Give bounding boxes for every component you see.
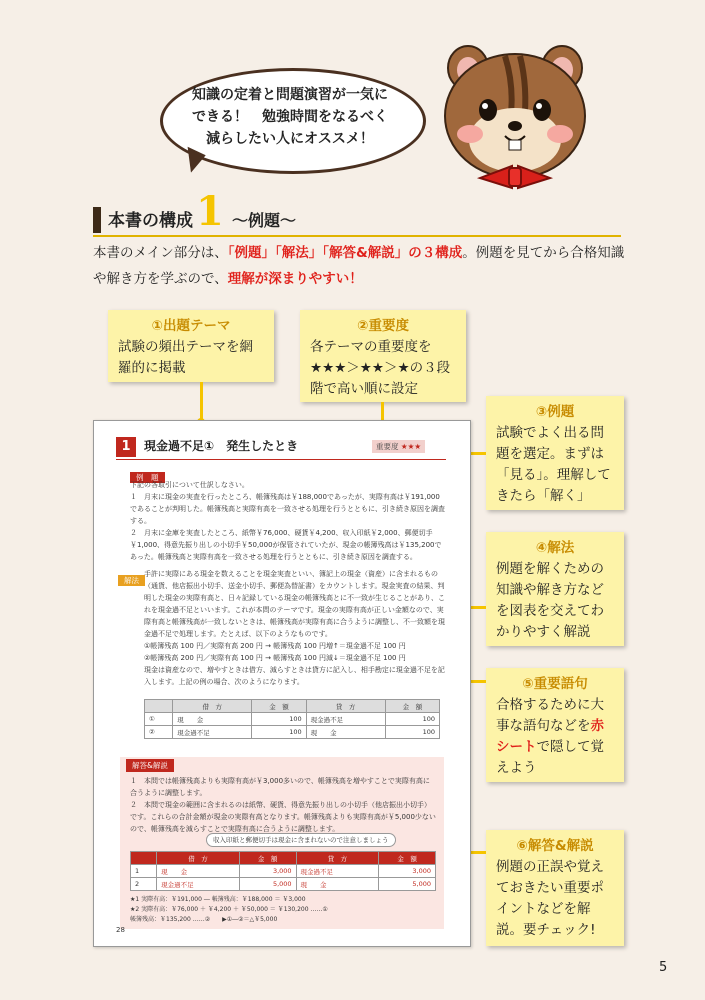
solution-text: 手許に実際にある現金を数えることを現金実査といい、簿記上の現金（資産）に含まれるもの（通貨、他店振出小切手、送金小切手、郵便為替証書）をカウントします。現金実査の結果、判明した現金の実際有高と、日々記録している現金の帳簿残高とに不一致が生じることがあり、これを現金過不足といいます。これが本問のテーマです。現金の実際有高が正しい金額なので、実際有高と帳簿残高が一致しないときは、帳簿残高が実際有高に合うように調整し、不一致額を現金過不足で処理します。たとえば、以下のようなものです。 [144,570,445,638]
table-cell: 現金過不足 [157,878,240,891]
table-row [131,865,436,878]
solution-body [144,568,446,688]
table-header: 金 額 [379,852,436,865]
section-heading-bar [93,207,101,233]
bubble-line: 減らしたい人にオススメ！ [206,131,374,147]
callout-importance [300,310,466,402]
table-header: 金 額 [252,700,306,713]
solution-example-2: ②帳簿残高 200 円／実際有高 100 円 → 帳簿残高 100 円減↓＝現金過不足 100 円 [144,654,406,662]
section-title: 本書の構成 [108,211,193,231]
table-header [131,852,157,865]
callout-title: ②重要度 [357,318,409,334]
table-header [145,700,173,713]
table-cell: 現金過不足 [306,713,385,726]
table-row [145,713,440,726]
table-cell: ① [145,713,173,726]
page-number: 5 [659,960,668,975]
table-cell: 2 [131,878,157,891]
callout-theme [108,310,274,382]
table-header: 貸 方 [306,700,385,713]
callout-body: 試験でよく出る問題を選定。まずは「見る」。理解してきたら「解く」 [496,425,611,504]
example-body [130,479,446,563]
table-cell: 1 [131,865,157,878]
answer-note-bubble: 収入印紙と郵便切手は現金に含まれないので注意しましょう [206,833,396,847]
callout-keywords [486,668,624,782]
sample-importance [372,440,425,453]
intro-text: 本書のメイン部分は、 [93,245,228,261]
table-header-row [131,852,436,865]
table-row [145,726,440,739]
table-cell: 現 金 [306,726,385,739]
sample-page-number: 28 [116,926,125,934]
callout-title: ⑥解答&解説 [516,838,594,854]
table-header: 貸 方 [296,852,379,865]
table-cell: ② [145,726,173,739]
speech-bubble-text [170,84,410,150]
intro-highlight: 理解が深まりやすい！ [227,271,363,287]
footnote: ★2 実際有高：￥76,000 ＋ ￥4,200 ＋ ￥50,000 ＝ ￥130,200 ……① [130,906,328,913]
sample-theme-title: 現金過不足① 発生したとき [144,439,299,453]
answer-body [130,775,436,835]
table-cell: 3,000 [239,865,296,878]
callout-body: 例題を解くための知識や解き方などを図表を交えてわかりやすく解説 [496,561,604,640]
example-question-1: １ 月末に現金の実査を行ったところ、帳簿残高は￥188,000であったが、実際有高は￥191,000であることが判明した。帳簿残高と実際有高を一致させる処理を行うとともに、引き続き原因を調査する。 [130,493,445,525]
connector-line [200,382,203,422]
footnote: 帳簿残高：￥135,200 ……② ▶①―②＝△￥5,000 [130,916,278,923]
importance-label: 重要度 [376,442,399,451]
table-cell: 100 [385,713,439,726]
sample-theme-number: 1 [116,437,136,457]
table-cell: 現金過不足 [296,865,379,878]
solution-example-1: ①帳簿残高 100 円／実際有高 200 円 → 帳簿残高 100 円増↑＝現金過不足 100 円 [144,642,406,650]
table-cell: 100 [385,726,439,739]
table-cell: 現 金 [296,878,379,891]
callout-title: ④解法 [535,540,575,556]
table-cell: 現金過不足 [173,726,252,739]
answer-journal-table [130,851,436,891]
section-subtitle: ～例題～ [232,211,297,230]
answer-tag: 解答&解説 [126,759,174,772]
callout-answer [486,830,624,946]
callout-body: 試験の頻出テーマを網羅的に掲載 [118,339,253,376]
callout-solution [486,532,624,646]
solution-section [118,568,145,587]
callout-body: で隠して覚えよう [496,739,604,776]
callout-title: ①出題テーマ [151,318,231,334]
table-header-row [145,700,440,713]
callout-title: ③例題 [535,404,575,420]
footnote: ★1 実際有高：￥191,000 ― 帳簿残高：￥188,000 ＝ ￥3,000 [130,896,306,903]
solution-tag: 解法 [118,575,145,586]
table-header: 金 額 [385,700,439,713]
example-lead: 下記の各取引について仕訳しなさい。 [130,481,249,489]
intro-paragraph [93,240,633,292]
table-cell: 5,000 [239,878,296,891]
bubble-line: できる！ 勉強時間をなるべく [192,109,388,125]
table-cell: 現 金 [157,865,240,878]
intro-text: 。例題を見てから合格知識や解き方を学ぶので、 [93,245,625,287]
callout-example [486,396,624,510]
solution-text-2: 現金は資産なので、増やすときは借方、減らすときは貸方に記入し、相手勘定に現金過不足を記入します。上記の例の場合、次のようになります。 [144,666,445,686]
table-header: 借 方 [157,852,240,865]
table-row [131,878,436,891]
table-header: 借 方 [173,700,252,713]
sample-textbook-page [93,420,471,947]
callout-body: 各テーマの重要度を★★★＞★★＞★の３段階で高い順に設定 [310,339,451,397]
callout-title: ⑤重要語句 [522,676,588,692]
callout-body: 合格するために大事な語句などを [496,697,604,734]
sample-title-rule [116,459,446,460]
answer-footnotes [130,895,436,925]
table-cell: 100 [252,726,306,739]
section-number: 1 [196,188,224,235]
solution-journal-table [144,699,440,739]
section-underline [93,235,621,237]
importance-stars: ★★★ [400,442,422,451]
table-cell: 5,000 [379,878,436,891]
table-cell: 現 金 [173,713,252,726]
table-header: 金 額 [239,852,296,865]
callout-body: 例題の正誤や覚えておきたい重要ポイントなどを解説。要チェック! [496,859,604,938]
answer-2: ２ 本問で現金の範囲に含まれるのは紙幣、硬貨、得意先振り出しの小切手（他店振出小切手）です。これらの合計金額が現金の実際有高となります。帳簿残高よりも実際有高が￥5,000少ないので、帳簿残高を減らすことで実際有高に合うように調整します。 [130,801,436,833]
table-cell: 3,000 [379,865,436,878]
intro-highlight: 「例題」「解法」「解答&解説」の３構成 [227,245,463,261]
bubble-line: 知識の定着と問題演習が一気に [192,87,388,103]
example-question-2: ２ 月末に金庫を実査したところ、紙幣￥76,000、硬貨￥4,200、収入印紙￥2,000、郵便切手￥1,000、得意先振り出しの小切手￥50,000が保管されていたが、現金の帳簿残高は￥135,200であった。帳簿残高と実際有高を一致させる処理を行うとともに、引き続き原因を調査する。 [130,529,442,561]
example-tag: 例 題 [130,472,165,483]
chipmunk-mascot-icon [420,28,610,198]
callout-body-red: 赤シート [496,718,604,755]
table-cell: 100 [252,713,306,726]
answer-1: １ 本問では帳簿残高よりも実際有高が￥3,000多いので、帳簿残高を増やすことで実際有高に合うように調整します。 [130,777,430,797]
